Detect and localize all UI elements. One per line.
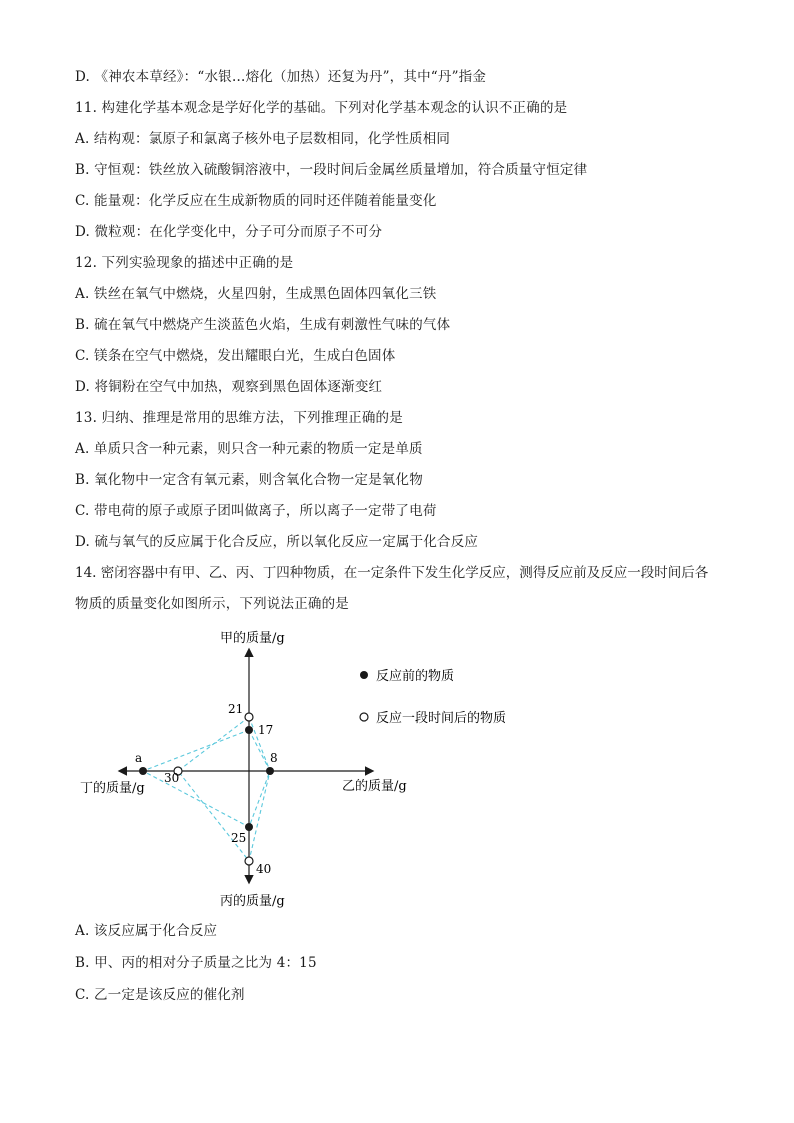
label-ding-after: 30 <box>164 771 180 785</box>
q14-option-a: A. 该反应属于化合反应 <box>75 923 218 939</box>
label-jia-after: 21 <box>228 702 244 716</box>
label-jia-before: 17 <box>258 723 274 737</box>
point-jia-before <box>245 726 253 734</box>
q14-option-b: B. 甲、丙的相对分子质量之比为 4：15 <box>75 955 317 971</box>
label-yi-before: 8 <box>270 751 278 765</box>
after-polygon <box>178 717 270 861</box>
q13-option-c: C. 带电荷的原子或原子团叫做离子，所以离子一定带了电荷 <box>75 503 437 519</box>
label-ding-before: a <box>135 751 143 765</box>
before-polygon <box>143 730 270 827</box>
legend-marker-after <box>360 713 368 721</box>
q14-option-c: C. 乙一定是该反应的催化剂 <box>75 987 245 1003</box>
axis-label-up: 甲的质量/g <box>220 631 285 646</box>
q11-option-b: B. 守恒观：铁丝放入硫酸铜溶液中，一段时间后金属丝质量增加，符合质量守恒定律 <box>75 162 588 178</box>
q13-option-d: D. 硫与氧气的反应属于化合反应，所以氧化反应一定属于化合反应 <box>75 534 479 550</box>
q11-option-a: A. 结构观：氯原子和氯离子核外电子层数相同，化学性质相同 <box>75 131 451 147</box>
legend-label-before: 反应前的物质 <box>376 669 455 684</box>
q12-option-b: B. 硫在氧气中燃烧产生淡蓝色火焰，生成有刺激性气味的气体 <box>75 317 451 333</box>
point-jia-after <box>245 713 253 721</box>
q14-chart <box>80 620 520 920</box>
axis-label-right: 乙的质量/g <box>342 779 407 794</box>
q10-option-d: D. 《神农本草经》：“水银…熔化（加热）还复为丹”，其中“丹”指金 <box>75 69 487 85</box>
q12-option-d: D. 将铜粉在空气中加热，观察到黑色固体逐渐变红 <box>75 379 383 395</box>
q13-option-b: B. 氧化物中一定含有氧元素，则含氧化合物一定是氧化物 <box>75 472 423 488</box>
legend-marker-before <box>360 671 368 679</box>
q11-option-c: C. 能量观：化学反应在生成新物质的同时还伴随着能量变化 <box>75 193 437 209</box>
q11-stem: 11. 构建化学基本观念是学好化学的基础。下列对化学基本观念的认识不正确的是 <box>75 100 568 116</box>
point-bing-after <box>245 857 253 865</box>
label-bing-after: 40 <box>256 862 272 876</box>
axis-label-down: 丙的质量/g <box>220 894 285 909</box>
q12-option-a: A. 铁丝在氧气中燃烧，火星四射，生成黑色固体四氧化三铁 <box>75 286 437 302</box>
point-yi-before <box>266 767 274 775</box>
q14-stem-cont: 物质的质量变化如图所示，下列说法正确的是 <box>75 596 349 612</box>
point-bing-before <box>245 823 253 831</box>
legend-label-after: 反应一段时间后的物质 <box>376 711 507 726</box>
axis-label-left: 丁的质量/g <box>80 781 145 796</box>
q11-option-d: D. 微粒观：在化学变化中，分子可分而原子不可分 <box>75 224 383 240</box>
point-ding-before <box>139 767 147 775</box>
q12-stem: 12. 下列实验现象的描述中正确的是 <box>75 255 294 271</box>
label-bing-before: 25 <box>231 831 247 845</box>
q14-stem: 14. 密闭容器中有甲、乙、丙、丁四种物质，在一定条件下发生化学反应，测得反应前及反应一段时间后各 <box>75 565 709 581</box>
q13-option-a: A. 单质只含一种元素，则只含一种元素的物质一定是单质 <box>75 441 423 457</box>
q12-option-c: C. 镁条在空气中燃烧，发出耀眼白光，生成白色固体 <box>75 348 396 364</box>
q13-stem: 13. 归纳、推理是常用的思维方法，下列推理正确的是 <box>75 410 403 426</box>
